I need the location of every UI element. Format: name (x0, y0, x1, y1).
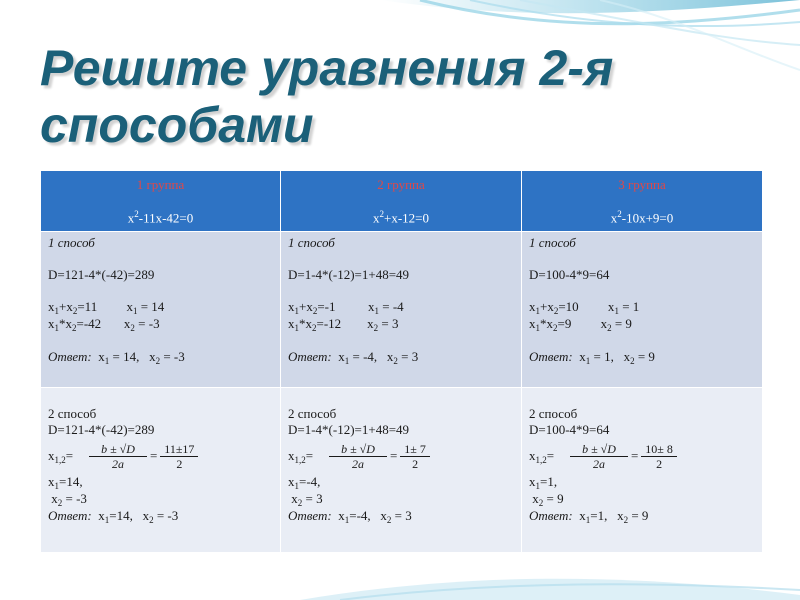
group-1-method-2-cell (41, 388, 281, 553)
method-title: 1 способ (48, 235, 95, 250)
slide-title-line1: Решите уравнения 2-я (40, 40, 614, 96)
answer-line: Ответ: $x_1=-4$, $x_2 = 3$ (288, 508, 412, 525)
discriminant: D=100-4*9=64 (529, 267, 610, 282)
answer-line: Ответ: $x_1=1$, $x_2 = 9$ (529, 508, 649, 525)
answer-line: Ответ: $x_1 = -4$, $x_2 = 3$ (288, 349, 419, 366)
root-formula: $x_{1,2}=$ $\frac{b \pm √D}{2a}$ = $\frac{10\pm 8}{2}$ (529, 438, 755, 474)
root1: $x_1=14$, (48, 474, 83, 491)
vieta-sum-line: $x_1+x_2=11$ $x_1 = 14$ (48, 299, 165, 316)
vieta-product-line: $x_1*x_2=-12$ $x_2 = 3$ (288, 316, 399, 333)
root1: $x_1=1$, (529, 474, 558, 491)
method-title: 1 способ (529, 235, 576, 250)
group-3-method-2-cell (522, 388, 763, 553)
group-label: 3 группа (618, 177, 666, 192)
answer-line: Ответ: $x_1=14$, $x_2 = -3$ (48, 508, 179, 525)
group-2-method-1-cell (281, 232, 522, 388)
group-1-method-1-cell (41, 232, 281, 388)
value-fraction: $\frac{11\pm 17}{2}$ (160, 442, 198, 471)
formula-fraction: $\frac{b \pm √D}{2a}$ (570, 442, 628, 471)
method-1-row (41, 232, 763, 388)
group-label: 2 группа (377, 177, 425, 192)
group-equation: $x^2+x-12=0$ (373, 209, 429, 226)
group-3-header (522, 171, 763, 232)
slide-title (40, 40, 740, 154)
root-formula: $x_{1,2}=$ $\frac{b \pm √D}{2a}$ = $\frac{11\pm 17}{2}$ (48, 438, 273, 474)
table-header-row (41, 171, 763, 232)
value-fraction: $\frac{10\pm 8}{2}$ (641, 442, 677, 471)
formula-fraction: $\frac{b \pm √D}{2a}$ (329, 442, 387, 471)
group-1-header (41, 171, 281, 232)
discriminant: D=100-4*9=64 (529, 422, 610, 437)
method-title: 2 способ (529, 406, 578, 421)
root1: $x_1=-4$, (288, 474, 321, 491)
method-title: 2 способ (288, 406, 337, 421)
answer-line: Ответ: $x_1 = 14$, $x_2 = -3$ (48, 349, 185, 366)
discriminant: D=1-4*(-12)=1+48=49 (288, 422, 410, 437)
discriminant: D=1-4*(-12)=1+48=49 (288, 267, 410, 282)
group-2-header (281, 171, 522, 232)
slide-title-line2: способами (40, 97, 314, 153)
root2: $x_2 = 9$ (529, 491, 564, 508)
group-equation: $x^2-11x-42=0$ (127, 209, 194, 226)
root2: $x_2 = 3$ (288, 491, 323, 508)
value-fraction: $\frac{1\pm 7}{2}$ (400, 442, 430, 471)
vieta-sum-line: $x_1+x_2=10$ $x_1 = 1$ (529, 299, 640, 316)
formula-fraction: $\frac{b \pm √D}{2a}$ (89, 442, 147, 471)
discriminant: D=121-4*(-42)=289 (48, 267, 155, 282)
root-formula: $x_{1,2}=$ $\frac{b \pm √D}{2a}$ = $\frac{1\pm 7}{2}$ (288, 438, 514, 474)
method-title: 2 способ (48, 406, 97, 421)
group-3-method-1-cell (522, 232, 763, 388)
group-equation: $x^2-10x+9=0$ (610, 209, 674, 226)
vieta-product-line: $x_1*x_2=-42$ $x_2 = -3$ (48, 316, 160, 333)
method-2-row (41, 388, 763, 553)
group-2-method-2-cell (281, 388, 522, 553)
vieta-product-line: $x_1*x_2=9$ $x_2 = 9$ (529, 316, 632, 333)
root2: $x_2 = -3$ (48, 491, 87, 508)
vieta-sum-line: $x_1+x_2=-1$ $x_1 = -4$ (288, 299, 404, 316)
group-label: 1 группа (136, 177, 185, 192)
method-title: 1 способ (288, 235, 335, 250)
solutions-table (40, 170, 763, 553)
discriminant: D=121-4*(-42)=289 (48, 422, 155, 437)
answer-line: Ответ: $x_1 = 1$, $x_2 = 9$ (529, 349, 655, 366)
